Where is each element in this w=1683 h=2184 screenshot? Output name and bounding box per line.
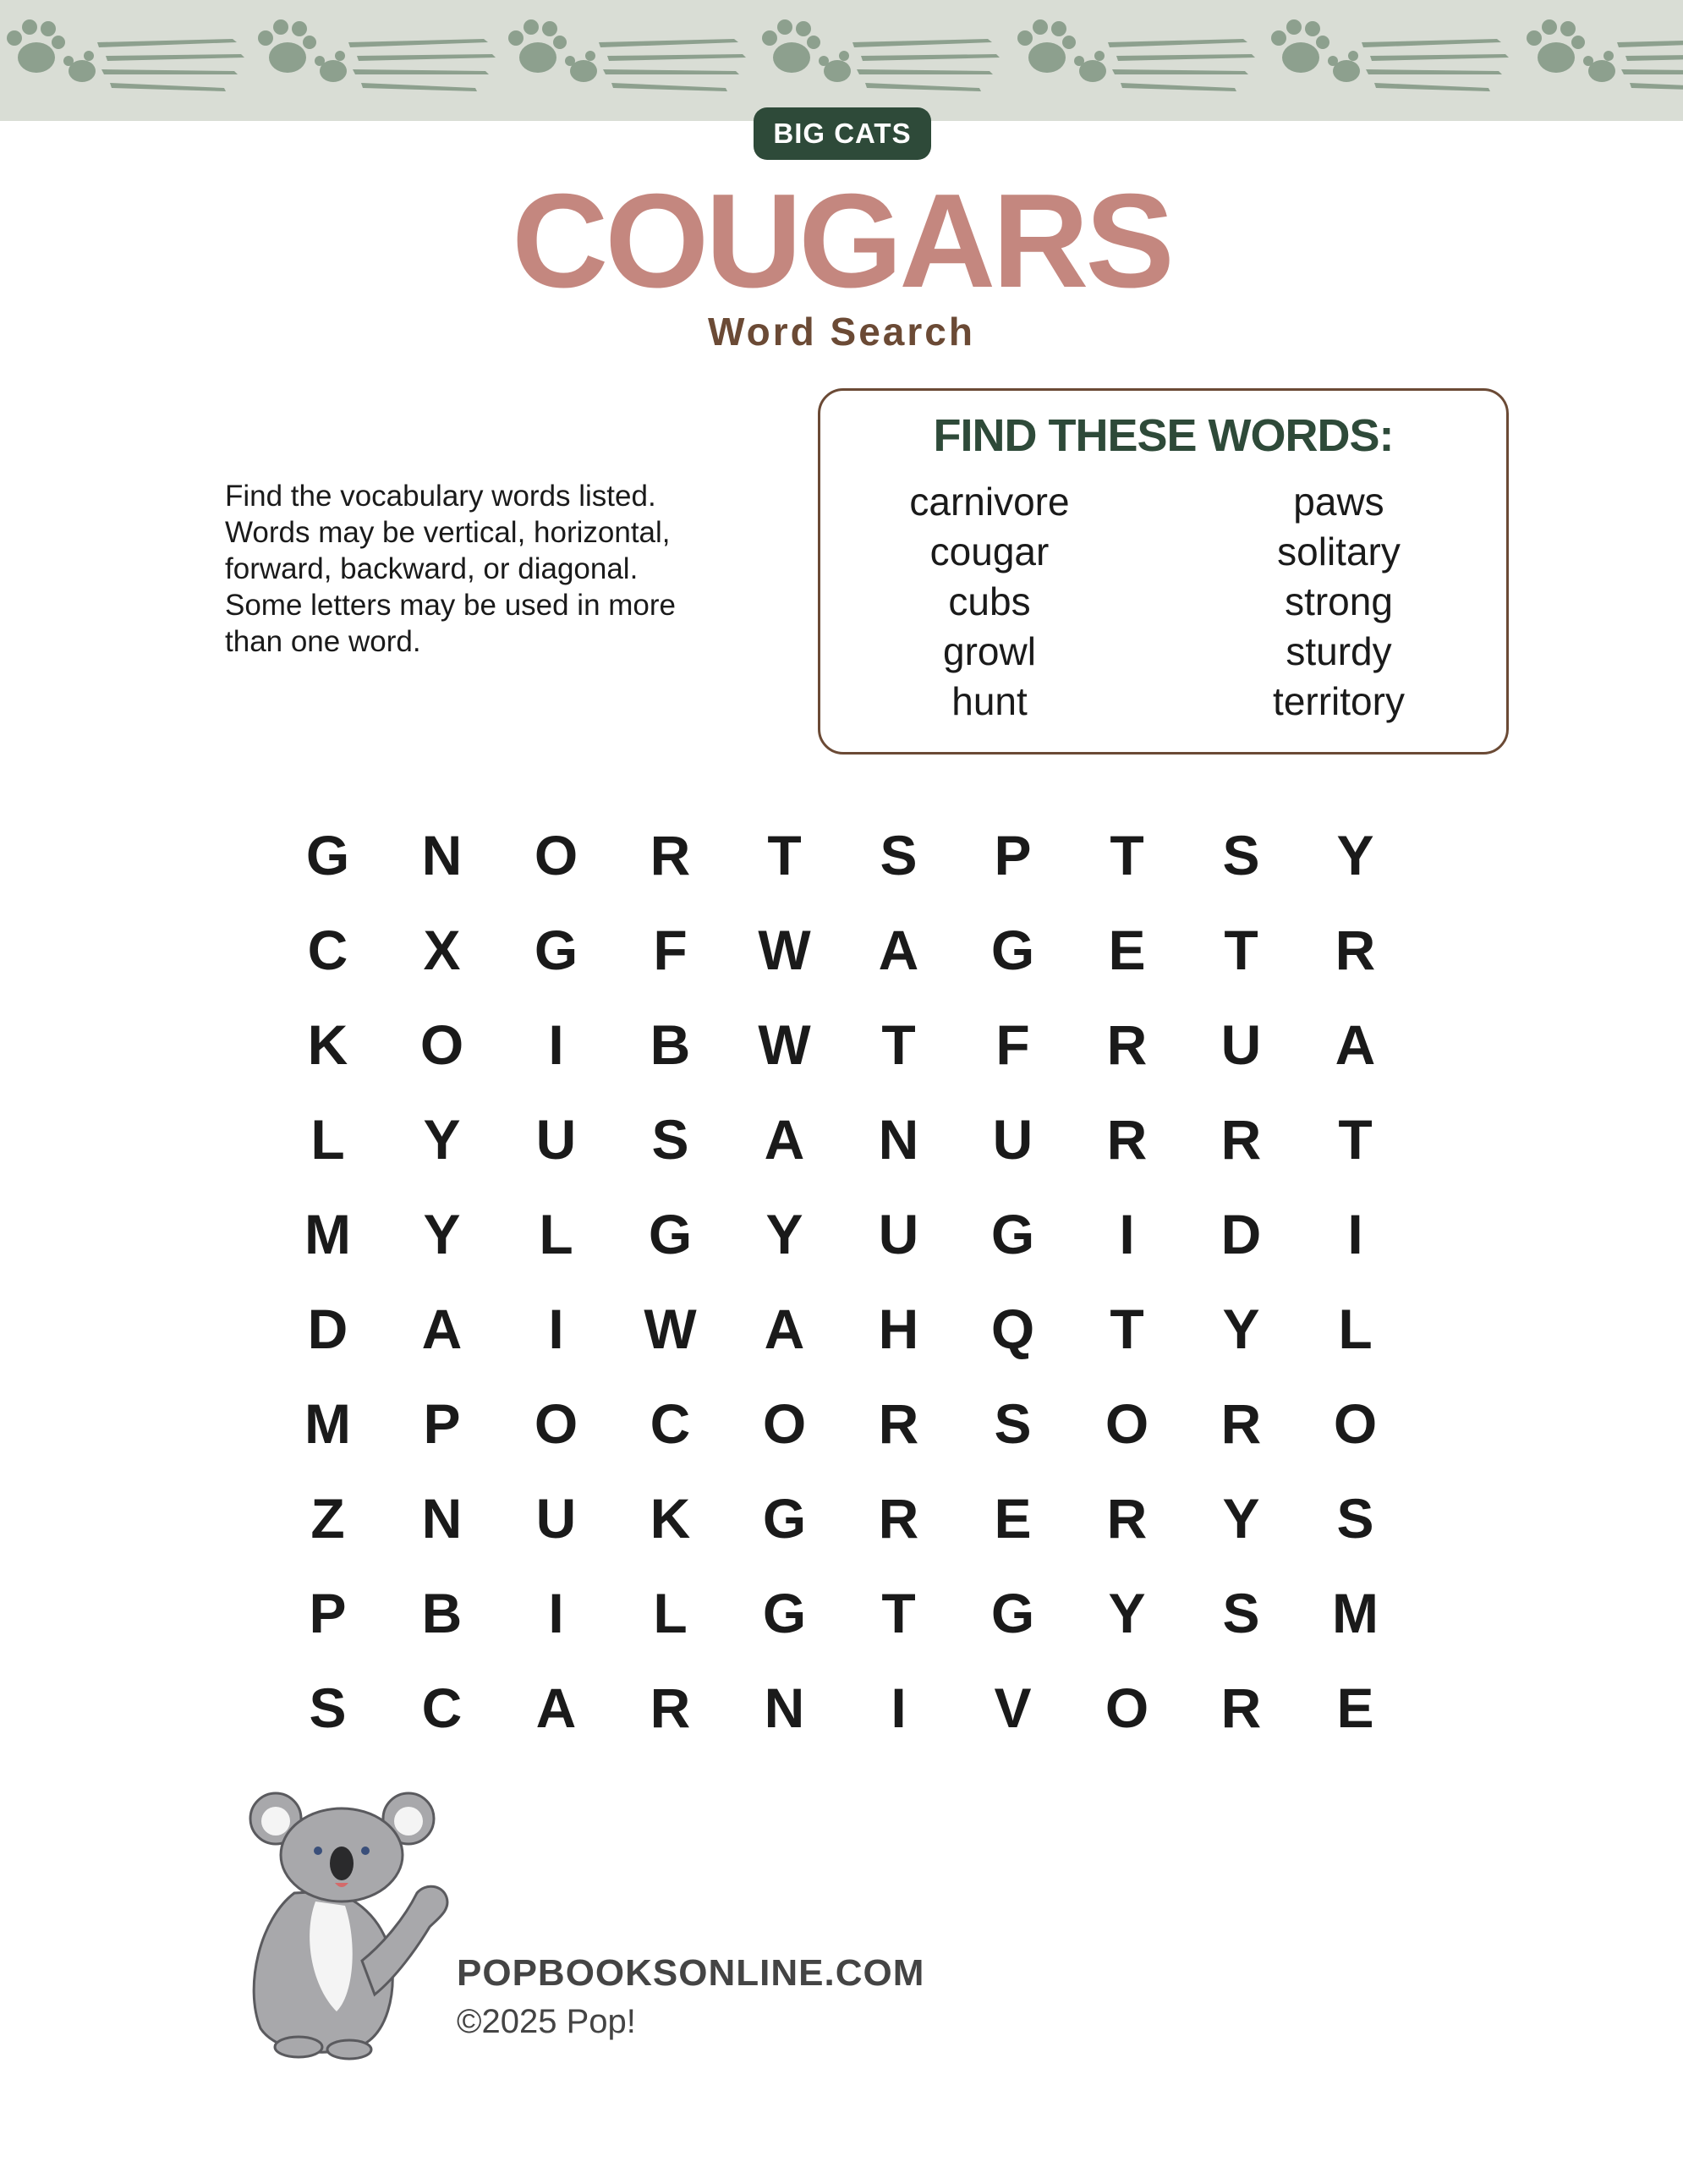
word-list-left-column: [837, 477, 1142, 727]
grid-letter[interactable]: K: [650, 1487, 691, 1550]
grid-letter[interactable]: U: [535, 1487, 577, 1550]
grid-letter[interactable]: T: [1110, 824, 1144, 886]
grid-letter[interactable]: E: [994, 1487, 1032, 1550]
grid-letter[interactable]: N: [764, 1676, 805, 1739]
word-list-item: carnivore: [909, 480, 1070, 524]
grid-letter[interactable]: D: [1220, 1203, 1262, 1265]
grid-letter[interactable]: U: [1220, 1013, 1262, 1076]
grid-letter[interactable]: L: [653, 1582, 688, 1644]
grid-letter[interactable]: R: [878, 1487, 919, 1550]
grid-letter[interactable]: Q: [990, 1298, 1035, 1360]
word-list-item: hunt: [951, 679, 1028, 723]
grid-letter[interactable]: B: [421, 1582, 463, 1644]
grid-letter[interactable]: T: [881, 1582, 916, 1644]
paw-track-pattern: [0, 0, 1683, 121]
grid-letter[interactable]: R: [1220, 1392, 1262, 1455]
grid-letter[interactable]: K: [307, 1013, 348, 1076]
word-list-item: sturdy: [1286, 629, 1392, 673]
grid-letter[interactable]: O: [419, 1013, 464, 1076]
grid-letter[interactable]: N: [421, 1487, 463, 1550]
grid-letter[interactable]: Y: [1336, 824, 1374, 886]
grid-letter[interactable]: H: [878, 1298, 919, 1360]
grid-letter[interactable]: P: [994, 824, 1032, 886]
grid-letter[interactable]: G: [762, 1487, 807, 1550]
grid-letter[interactable]: I: [1119, 1203, 1135, 1265]
grid-letter[interactable]: I: [1347, 1203, 1363, 1265]
grid-letter[interactable]: Y: [423, 1203, 461, 1265]
grid-letter[interactable]: R: [1220, 1108, 1262, 1171]
koala-illustration: [235, 1792, 468, 2064]
grid-letter[interactable]: T: [1338, 1108, 1373, 1171]
word-list-item: territory: [1273, 679, 1405, 723]
word-list-item: cougar: [929, 530, 1050, 573]
grid-letter[interactable]: M: [304, 1203, 351, 1265]
grid-letter[interactable]: C: [650, 1392, 691, 1455]
grid-letter[interactable]: A: [878, 919, 919, 981]
grid-letter[interactable]: E: [1336, 1676, 1374, 1739]
instruction-line: Some letters may be used in more: [225, 589, 677, 622]
grid-letter[interactable]: Y: [1108, 1582, 1146, 1644]
grid-letter[interactable]: D: [307, 1298, 348, 1360]
grid-letter[interactable]: U: [992, 1108, 1033, 1171]
grid-letter[interactable]: S: [1222, 824, 1260, 886]
grid-letter[interactable]: C: [307, 919, 348, 981]
website-link[interactable]: POPBOOKSONLINE.COM: [457, 1952, 925, 1994]
grid-letter[interactable]: I: [548, 1582, 564, 1644]
grid-letter[interactable]: O: [1105, 1676, 1149, 1739]
grid-letter[interactable]: E: [1108, 919, 1146, 981]
grid-letter[interactable]: Y: [1222, 1298, 1260, 1360]
grid-letter[interactable]: R: [650, 824, 691, 886]
grid-letter[interactable]: O: [762, 1392, 807, 1455]
grid-letter[interactable]: S: [994, 1392, 1032, 1455]
grid-letter[interactable]: O: [1333, 1392, 1378, 1455]
grid-letter[interactable]: V: [994, 1676, 1032, 1739]
grid-letter[interactable]: S: [1222, 1582, 1260, 1644]
grid-letter[interactable]: N: [421, 824, 463, 886]
grid-letter[interactable]: G: [990, 1203, 1035, 1265]
grid-letter[interactable]: B: [650, 1013, 691, 1076]
grid-letter[interactable]: F: [653, 919, 688, 981]
instruction-line: Find the vocabulary words listed.: [225, 480, 656, 513]
grid-letter[interactable]: G: [305, 824, 350, 886]
instruction-line: than one word.: [225, 625, 421, 658]
grid-letter[interactable]: G: [990, 919, 1035, 981]
grid-letter[interactable]: P: [423, 1392, 461, 1455]
grid-letter[interactable]: W: [758, 1013, 811, 1076]
grid-letter[interactable]: X: [423, 919, 461, 981]
grid-letter[interactable]: I: [548, 1013, 564, 1076]
grid-letter[interactable]: S: [1336, 1487, 1374, 1550]
page-subtitle: Word Search: [708, 310, 975, 354]
grid-letter[interactable]: O: [534, 1392, 578, 1455]
grid-letter[interactable]: U: [878, 1203, 919, 1265]
grid-letter[interactable]: R: [1106, 1108, 1148, 1171]
word-search-grid: [271, 808, 1408, 1755]
word-list-item: cubs: [948, 579, 1031, 623]
grid-letter[interactable]: T: [1110, 1298, 1144, 1360]
grid-letter[interactable]: L: [310, 1108, 345, 1171]
grid-letter[interactable]: Z: [310, 1487, 345, 1550]
grid-letter[interactable]: R: [1106, 1013, 1148, 1076]
grid-letter[interactable]: R: [878, 1392, 919, 1455]
grid-letter[interactable]: M: [304, 1392, 351, 1455]
page-title: COUGARS: [512, 167, 1171, 316]
grid-letter[interactable]: T: [881, 1013, 916, 1076]
grid-letter[interactable]: R: [1335, 919, 1376, 981]
grid-letter[interactable]: L: [539, 1203, 573, 1265]
grid-letter[interactable]: C: [421, 1676, 463, 1739]
grid-letter[interactable]: A: [1335, 1013, 1376, 1076]
grid-letter[interactable]: A: [421, 1298, 463, 1360]
grid-letter[interactable]: Y: [765, 1203, 803, 1265]
word-list-item: solitary: [1277, 530, 1401, 573]
grid-letter[interactable]: P: [309, 1582, 347, 1644]
word-list-item: growl: [943, 629, 1036, 673]
grid-letter[interactable]: Y: [423, 1108, 461, 1171]
grid-letter[interactable]: S: [309, 1676, 347, 1739]
grid-letter[interactable]: M: [1332, 1582, 1379, 1644]
word-list-right-column: [1187, 477, 1491, 727]
instruction-line: Words may be vertical, horizontal,: [225, 516, 671, 549]
instructions-text: [225, 478, 766, 660]
grid-letter[interactable]: R: [1220, 1676, 1262, 1739]
grid-letter[interactable]: F: [995, 1013, 1030, 1076]
paw-print-banner: [0, 0, 1683, 121]
grid-letter[interactable]: Y: [1222, 1487, 1260, 1550]
grid-letter[interactable]: I: [548, 1298, 564, 1360]
copyright-text: ©2025 Pop!: [457, 2003, 636, 2040]
grid-letter[interactable]: N: [878, 1108, 919, 1171]
instruction-line: forward, backward, or diagonal.: [225, 552, 639, 585]
grid-letter[interactable]: T: [1224, 919, 1258, 981]
word-list-item: paws: [1293, 480, 1384, 524]
grid-letter[interactable]: U: [535, 1108, 577, 1171]
grid-letter[interactable]: W: [644, 1298, 697, 1360]
grid-letter[interactable]: A: [764, 1298, 805, 1360]
grid-letter[interactable]: W: [758, 919, 811, 981]
grid-letter[interactable]: O: [1105, 1392, 1149, 1455]
grid-letter[interactable]: G: [648, 1203, 693, 1265]
word-list-title: FIND THESE WORDS:: [933, 410, 1394, 461]
grid-letter[interactable]: A: [535, 1676, 577, 1739]
grid-letter[interactable]: I: [891, 1676, 907, 1739]
word-list-item: strong: [1285, 579, 1393, 623]
grid-letter[interactable]: G: [990, 1582, 1035, 1644]
grid-letter[interactable]: G: [762, 1582, 807, 1644]
grid-letter[interactable]: R: [1106, 1487, 1148, 1550]
grid-letter[interactable]: S: [651, 1108, 689, 1171]
grid-letter[interactable]: T: [767, 824, 802, 886]
category-badge: BIG CATS: [754, 107, 931, 160]
word-list-box: [818, 388, 1509, 755]
grid-letter[interactable]: L: [1338, 1298, 1373, 1360]
grid-letter[interactable]: A: [764, 1108, 805, 1171]
grid-letter[interactable]: R: [650, 1676, 691, 1739]
grid-letter[interactable]: O: [534, 824, 578, 886]
grid-letter[interactable]: G: [534, 919, 578, 981]
grid-letter[interactable]: S: [880, 824, 918, 886]
